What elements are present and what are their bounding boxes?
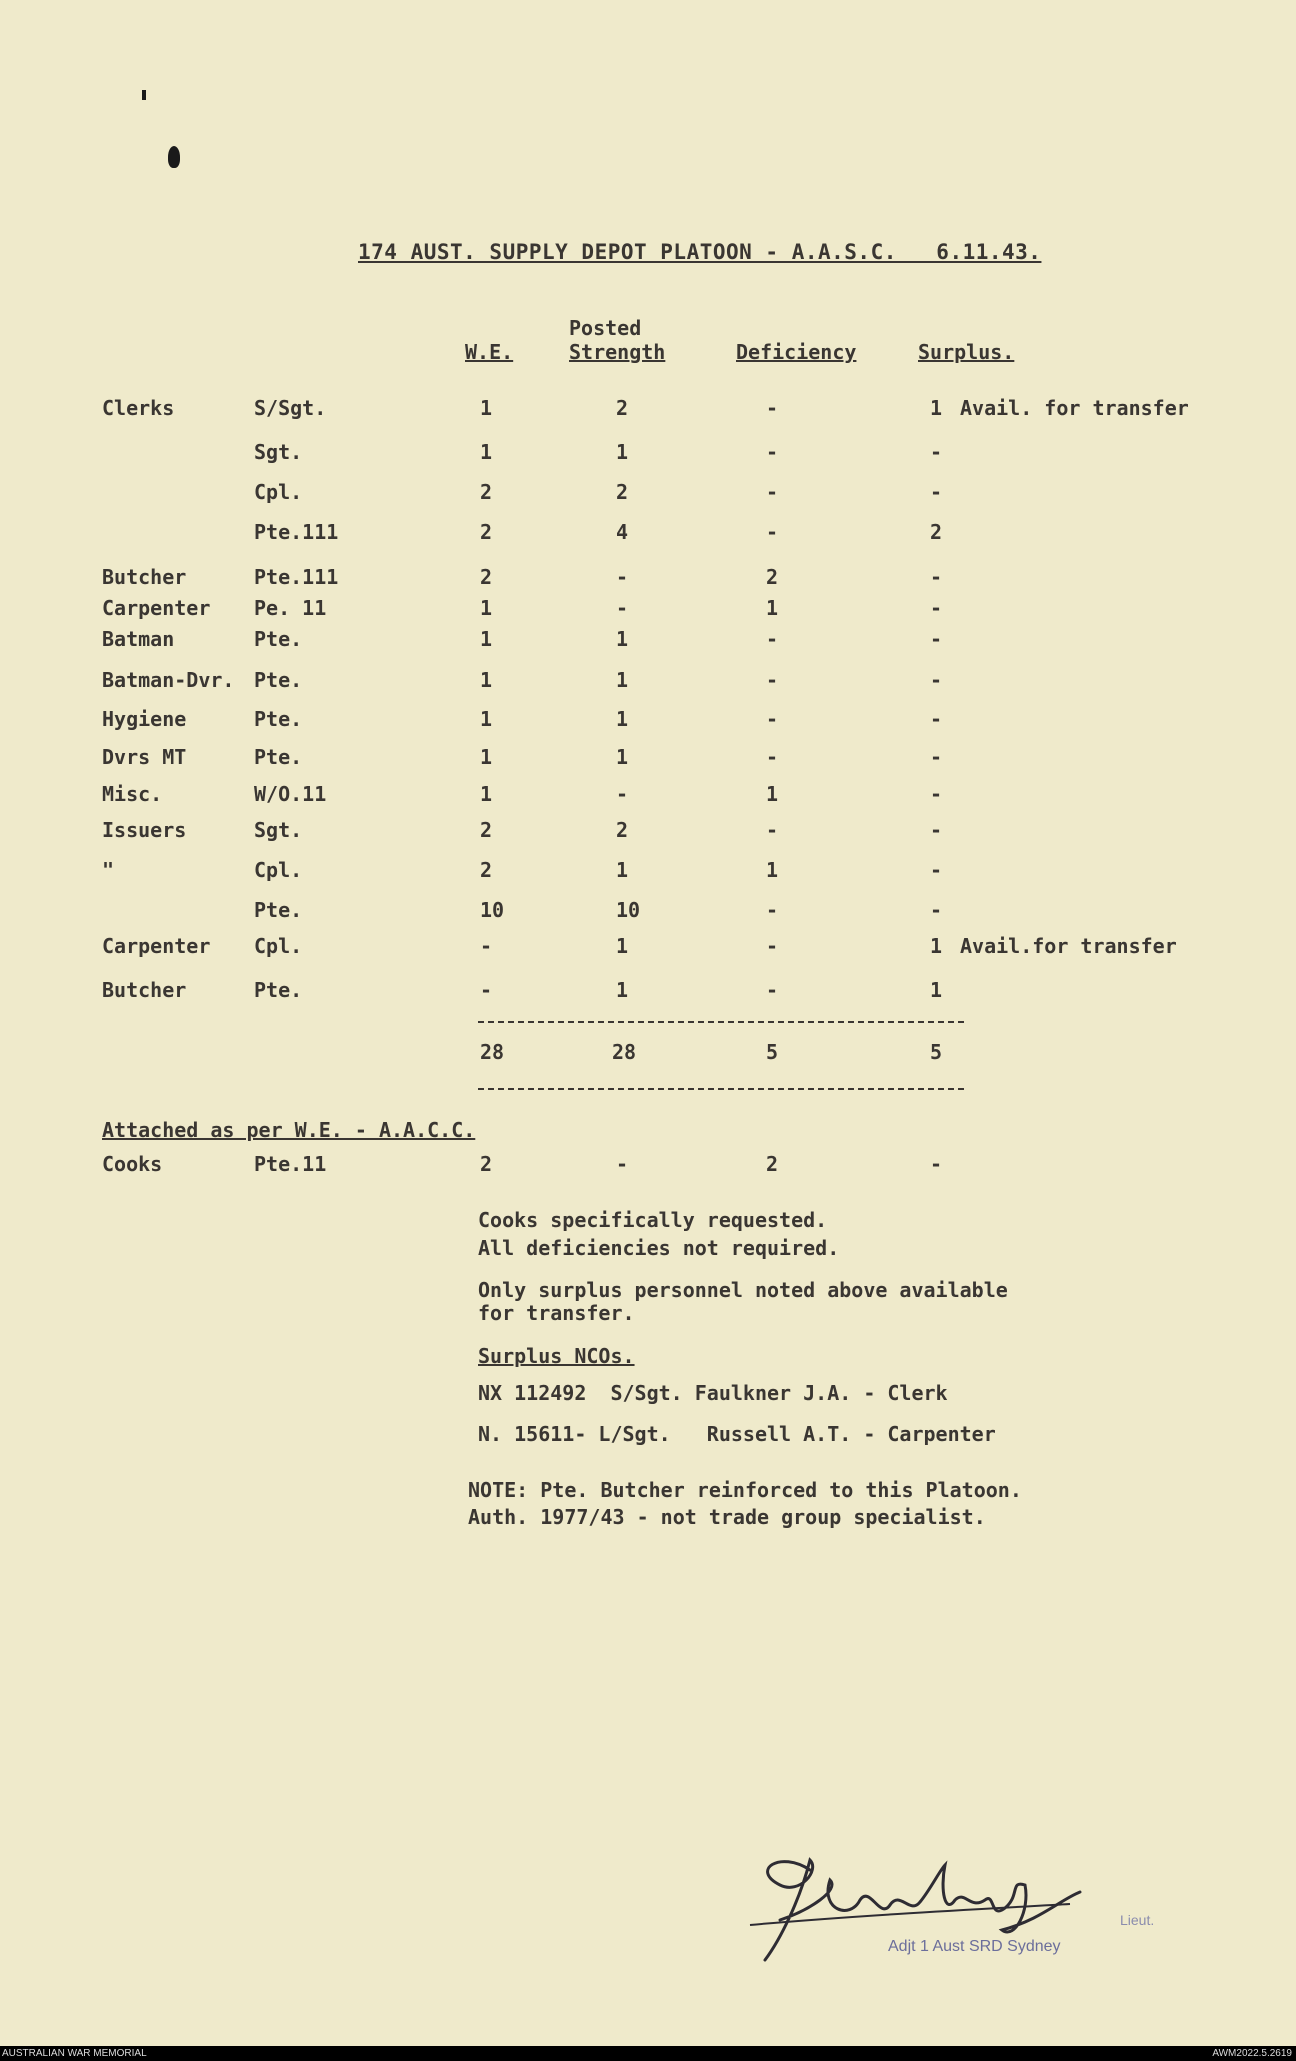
row-trade: Carpenter (102, 934, 211, 958)
row-posted: 1 (616, 978, 629, 1002)
row-deficiency: - (766, 440, 779, 464)
row-rank: Pte.111 (254, 565, 339, 589)
row-we: 1 (480, 396, 493, 420)
footer-archive-name: AUSTRALIAN WAR MEMORIAL (2, 2048, 147, 2059)
attached-surplus: - (930, 1152, 943, 1176)
col-header-surplus: Surplus. (918, 340, 1015, 364)
row-rank: W/O.11 (254, 782, 327, 806)
note-line: Only surplus personnel noted above available (478, 1278, 1008, 1302)
row-rank: Pte. (254, 627, 303, 651)
row-deficiency: - (766, 627, 779, 651)
row-surplus: - (930, 627, 943, 651)
row-deficiency: - (766, 934, 779, 958)
col-header-deficiency: Deficiency (736, 340, 857, 364)
row-we: 2 (480, 565, 493, 589)
col-header-we: W.E. (465, 340, 514, 364)
footer-reference: AWM2022.5.2619 (1212, 2048, 1292, 2059)
handwritten-signature (740, 1830, 1160, 1980)
row-posted: 1 (616, 707, 629, 731)
surplus-ncos-heading: Surplus NCOs. (478, 1344, 635, 1368)
row-deficiency: 2 (766, 565, 779, 589)
row-surplus: - (930, 668, 943, 692)
row-note: Avail. for transfer (960, 396, 1189, 420)
row-deficiency: - (766, 396, 779, 420)
row-deficiency: - (766, 818, 779, 842)
punch-hole-mark (168, 146, 180, 168)
row-deficiency: - (766, 520, 779, 544)
row-posted: - (616, 782, 629, 806)
row-posted: 10 (616, 898, 641, 922)
note-line: All deficiencies not required. (478, 1236, 840, 1260)
row-rank: Pte. (254, 668, 303, 692)
archive-footer (0, 2046, 1296, 2061)
total-posted: 28 (612, 1040, 637, 1064)
row-posted: 1 (616, 627, 629, 651)
row-surplus: 1 (930, 934, 943, 958)
row-note: Avail.for transfer (960, 934, 1177, 958)
row-we: 1 (480, 596, 493, 620)
row-surplus: - (930, 898, 943, 922)
row-rank: Cpl. (254, 480, 303, 504)
row-trade: Batman-Dvr. (102, 668, 235, 692)
row-surplus: - (930, 858, 943, 882)
row-we: 2 (480, 480, 493, 504)
row-we: 1 (480, 707, 493, 731)
row-surplus: 1 (930, 396, 943, 420)
row-surplus: 2 (930, 520, 943, 544)
row-surplus: - (930, 480, 943, 504)
row-we: 1 (480, 745, 493, 769)
row-surplus: - (930, 782, 943, 806)
row-trade: Butcher (102, 978, 187, 1002)
row-trade: " (102, 858, 115, 882)
row-rank: Pte. (254, 707, 303, 731)
row-deficiency: 1 (766, 782, 779, 806)
row-posted: 1 (616, 440, 629, 464)
row-trade: Issuers (102, 818, 187, 842)
note-line: Cooks specifically requested. (478, 1208, 828, 1232)
row-posted: 1 (616, 934, 629, 958)
row-trade: Dvrs MT (102, 745, 187, 769)
attached-rank: Pte.11 (254, 1152, 327, 1176)
row-we: 2 (480, 858, 493, 882)
row-we: 1 (480, 627, 493, 651)
row-surplus: - (930, 440, 943, 464)
row-rank: Pte. (254, 898, 303, 922)
row-we: 2 (480, 818, 493, 842)
row-we: 10 (480, 898, 505, 922)
row-rank: Sgt. (254, 440, 303, 464)
row-trade: Butcher (102, 565, 187, 589)
row-surplus: - (930, 818, 943, 842)
row-rank: Cpl. (254, 858, 303, 882)
row-rank: Sgt. (254, 818, 303, 842)
total-deficiency: 5 (766, 1040, 779, 1064)
row-posted: 2 (616, 818, 629, 842)
row-we: - (480, 978, 493, 1002)
row-posted: 1 (616, 668, 629, 692)
attached-trade: Cooks (102, 1152, 163, 1176)
row-posted: 4 (616, 520, 629, 544)
attached-we: 2 (480, 1152, 493, 1176)
surplus-nco-entry: NX 112492 S/Sgt. Faulkner J.A. - Clerk (478, 1381, 948, 1405)
signature-rank: Lieut. (1120, 1912, 1155, 1928)
row-rank: Pte. (254, 745, 303, 769)
staple-mark (142, 90, 146, 100)
row-rank: Pte. (254, 978, 303, 1002)
signature-stamp: Adjt 1 Aust SRD Sydney (888, 1938, 1061, 1955)
row-surplus: - (930, 565, 943, 589)
row-posted: 2 (616, 396, 629, 420)
row-trade: Batman (102, 627, 175, 651)
row-trade: Carpenter (102, 596, 211, 620)
row-deficiency: - (766, 480, 779, 504)
attached-deficiency: 2 (766, 1152, 779, 1176)
row-trade: Misc. (102, 782, 163, 806)
note-line: NOTE: Pte. Butcher reinforced to this Platoon. (468, 1478, 1022, 1502)
row-surplus: - (930, 596, 943, 620)
row-we: 1 (480, 782, 493, 806)
note-line: Auth. 1977/43 - not trade group specialist. (468, 1505, 986, 1529)
total-we: 28 (480, 1040, 505, 1064)
row-rank: Pte.111 (254, 520, 339, 544)
row-surplus: - (930, 707, 943, 731)
total-surplus: 5 (930, 1040, 943, 1064)
row-we: - (480, 934, 493, 958)
row-surplus: 1 (930, 978, 943, 1002)
row-surplus: - (930, 745, 943, 769)
row-we: 1 (480, 440, 493, 464)
row-deficiency: 1 (766, 596, 779, 620)
row-we: 1 (480, 668, 493, 692)
col-header-posted-top: Posted (569, 316, 642, 340)
attached-posted: - (616, 1152, 629, 1176)
row-trade: Clerks (102, 396, 175, 420)
row-deficiency: - (766, 978, 779, 1002)
row-posted: 1 (616, 858, 629, 882)
row-deficiency: - (766, 898, 779, 922)
col-header-posted-bottom: Strength (569, 340, 666, 364)
row-rank: S/Sgt. (254, 396, 327, 420)
totals-rule-bottom (478, 1088, 964, 1090)
row-posted: - (616, 596, 629, 620)
row-posted: 1 (616, 745, 629, 769)
row-posted: 2 (616, 480, 629, 504)
attached-heading: Attached as per W.E. - A.A.C.C. (102, 1118, 476, 1142)
totals-rule-top (478, 1021, 964, 1023)
row-deficiency: - (766, 668, 779, 692)
surplus-nco-entry: N. 15611- L/Sgt. Russell A.T. - Carpenter (478, 1422, 996, 1446)
row-deficiency: - (766, 707, 779, 731)
row-rank: Cpl. (254, 934, 303, 958)
document-title: 174 AUST. SUPPLY DEPOT PLATOON - A.A.S.C. 6.11.43. (358, 240, 1042, 264)
row-posted: - (616, 565, 629, 589)
row-trade: Hygiene (102, 707, 187, 731)
row-deficiency: - (766, 745, 779, 769)
note-line: for transfer. (478, 1301, 635, 1325)
row-we: 2 (480, 520, 493, 544)
row-rank: Pe. 11 (254, 596, 327, 620)
row-deficiency: 1 (766, 858, 779, 882)
